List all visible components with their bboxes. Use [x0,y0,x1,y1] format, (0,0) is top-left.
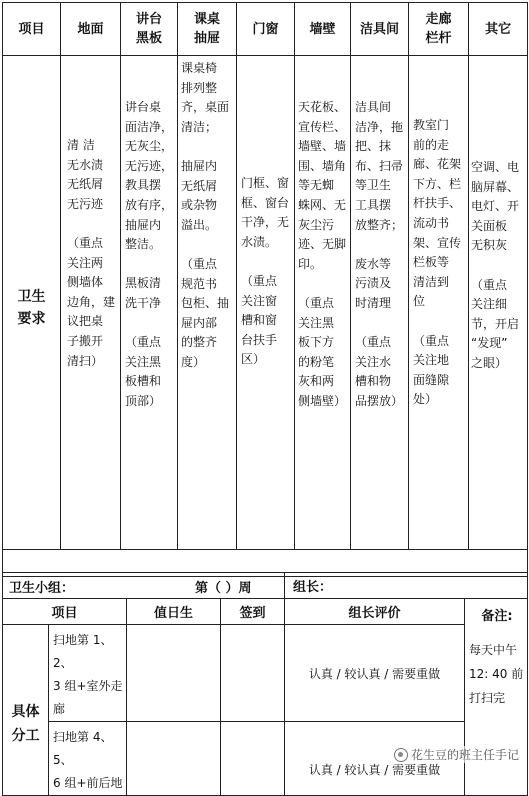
duty-signin-input[interactable] [221,722,285,796]
week-label: 第（ ）周 [195,577,252,596]
note-text: 每天中午 12: 40 前 打扫完 [469,638,525,710]
leader-label: 组长： [293,580,332,595]
header-podium: 讲台 黑板 [121,3,178,56]
duty-header-signin: 签到 [221,599,285,625]
leader-cell [285,573,528,599]
duty-evaluation: 认真 / 较认真 / 需要重做 [285,625,465,722]
note-cell [465,599,528,796]
header-cleaning-room: 洁具间 [351,3,409,56]
note-label: 备注: [469,605,525,624]
header-desk: 课桌 抽屉 [178,3,237,56]
duty-evaluation: 认真 / 较认真 / 需要重做 [285,722,465,796]
header-item: 项目 [3,3,61,56]
cleaning-room-requirement: 洁具间 洁净，拖 把、抹 布、扫帚 等卫生 工具摆 放整齐； 废水等 污渍及 时清理 （重点 关注水 槽和物 品摆放） [351,56,409,550]
group-info-cell [3,573,285,599]
duty-student-input[interactable] [127,722,221,796]
other-requirement: 空调、电 脑屏幕、 电灯、开 关面板 无积灰 （重点 关注细 节，开启 “发现” 之眼） [469,56,528,550]
duty-header-item: 项目 [3,599,127,625]
wechat-icon [394,748,408,762]
duty-task: 扫地第 4、5、 6 组+前后地 [49,722,127,796]
duty-header-student: 值日生 [127,599,221,625]
header-row [3,3,528,56]
desk-requirement: 课桌椅 排列整 齐，桌面 清洁； 抽屉内 无纸屑 或杂物 溢出。 （重点 规范书 包柜、抽 屉内部 的整齐 度） [178,56,237,550]
side-label-assignment: 具体 分工 [3,625,49,796]
row-label-hygiene-requirements: 卫生 要求 [3,56,61,550]
header-doors-windows: 门窗 [237,3,295,56]
duty-signin-input[interactable] [221,625,285,722]
group-info-row [3,573,528,599]
duty-student-input[interactable] [127,625,221,722]
watermark [394,746,519,763]
header-corridor: 走廊 栏杆 [409,3,469,56]
duty-header-row [3,599,528,625]
doors-windows-requirement: 门框、窗 框、窗台 干净，无 水渍。 （重点 关注窗 槽和窗 台扶手 区） [237,56,295,550]
duty-row [3,625,528,722]
requirements-row [3,56,528,550]
header-walls: 墙壁 [295,3,351,56]
group-label: 卫生小组： [9,577,74,596]
duty-task: 扫地第 1、2、 3 组+室外走 廊 [49,625,127,722]
duty-header-evaluation: 组长评价 [285,599,465,625]
header-floor: 地面 [61,3,121,56]
hygiene-requirements-table [2,2,528,577]
podium-requirement: 讲台桌 面洁净， 无灰尘， 无污迹， 教具摆 放有序， 抽屉内 整洁。 黑板清 洗干净 （重点 关注黑 板槽和 顶部） [121,56,178,550]
header-other: 其它 [469,3,528,56]
walls-requirement: 天花板、 宣传栏、 墙壁、墙 围、墙角 等无蜘 蛛网、无 灰尘污 迹、无脚 印。 （重点 关注黑 板下方 的粉笔 灰和两 侧墙壁） [295,56,351,550]
watermark-text: 花生豆的班主任手记 [411,746,519,763]
floor-requirement: 清 洁 无水渍 无纸屑 无污迹 （重点 关注两 侧墙体 边角，建 议把桌 子搬开 清扫） [61,56,121,550]
corridor-requirement: 教室门 前的走 廊、花架 下方、栏 杆扶手、 流动书 架、宣传 栏板等 清洁到 位 （重点 关注地 面缝隙 处） [409,56,469,550]
